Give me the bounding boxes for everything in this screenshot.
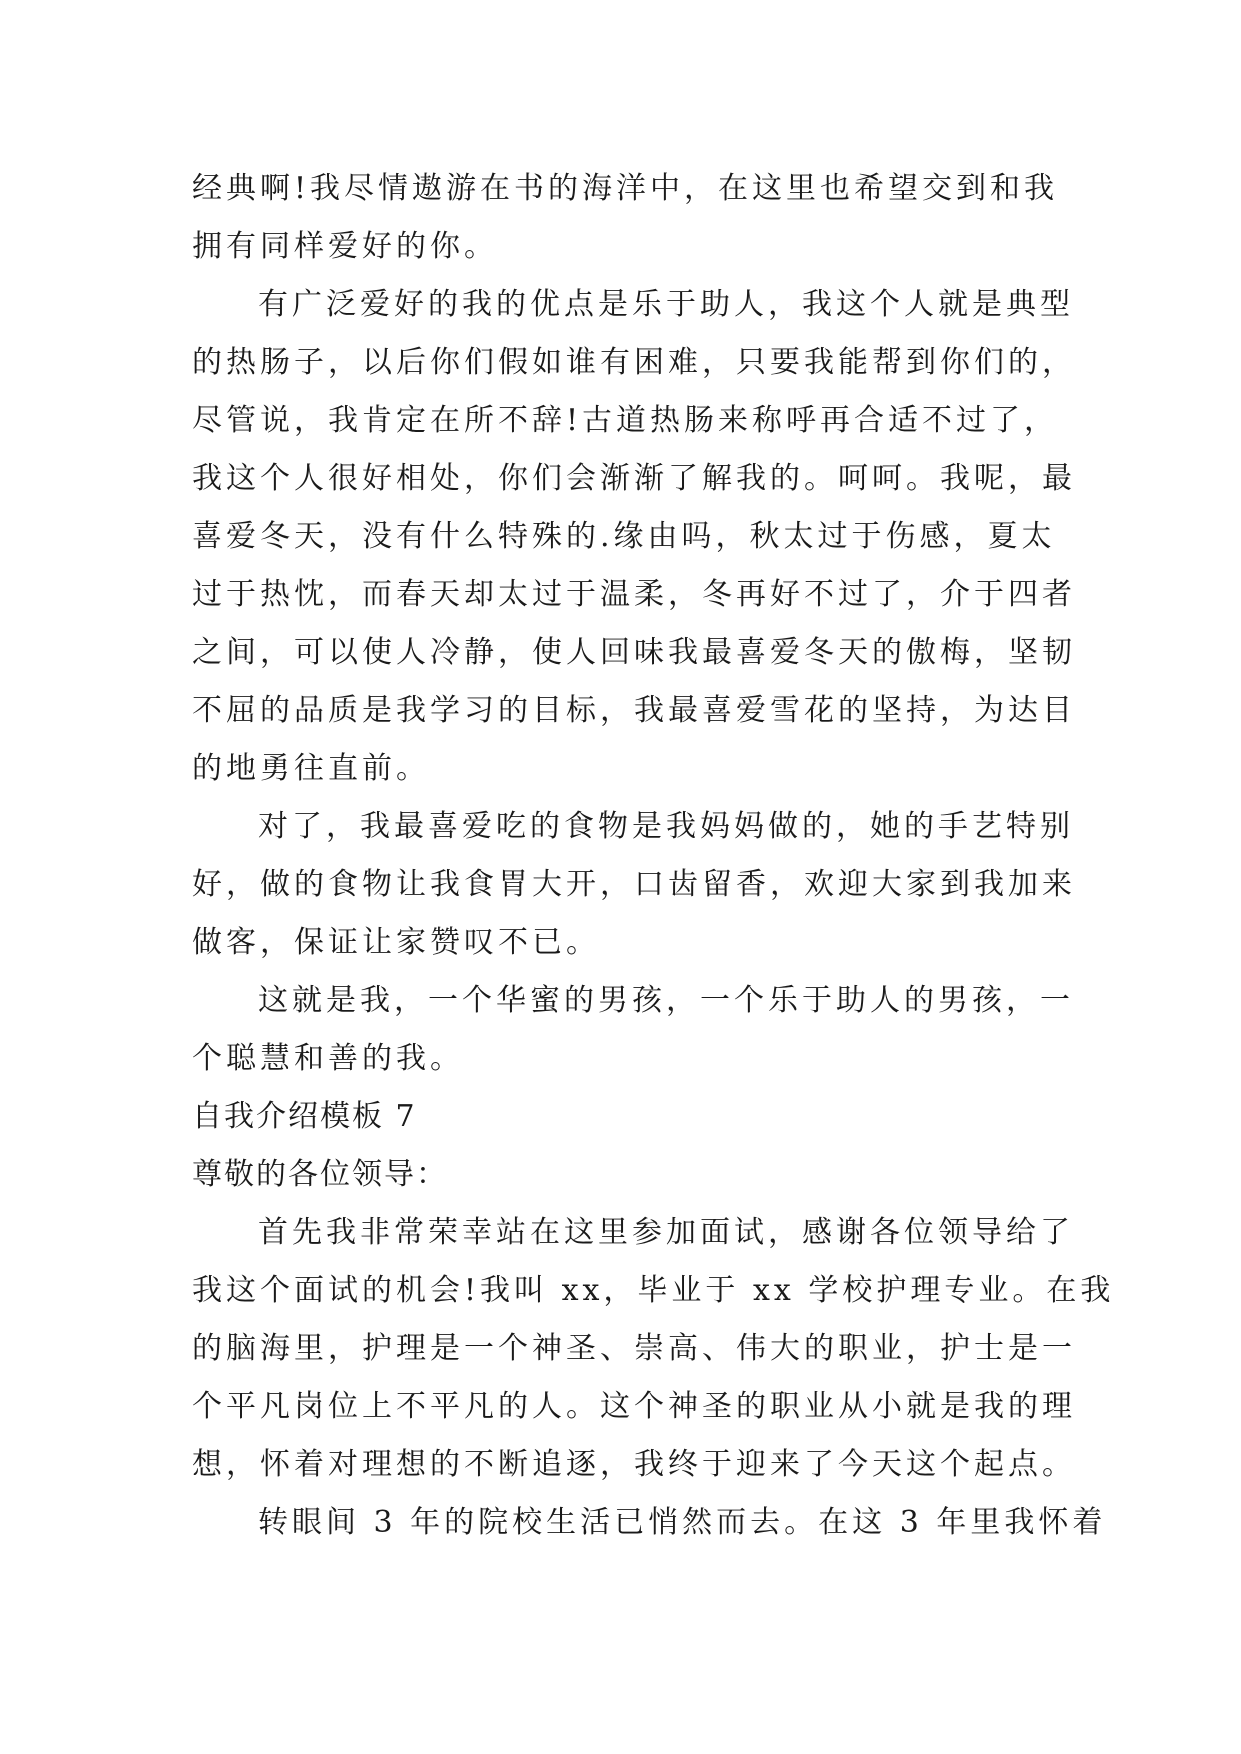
text-line: 的地勇往直前。 xyxy=(192,751,430,786)
text-line: 尽管说，我肯定在所不辞!古道热肠来称呼再合适不过了， xyxy=(192,403,1059,438)
text-line: 个聪慧和善的我。 xyxy=(192,1041,464,1076)
salutation: 尊敬的各位领导： xyxy=(192,1157,448,1192)
text-line: 个平凡岗位上不平凡的人。这个神圣的职业从小就是我的理 xyxy=(192,1389,1076,1424)
text-line: 喜爱冬天，没有什么特殊的.缘由吗，秋太过于伤感，夏太 xyxy=(192,519,1056,554)
section-heading: 自我介绍模板 7 xyxy=(192,1099,417,1134)
paragraph-first-line: 这就是我，一个华蜜的男孩，一个乐于助人的男孩，一 xyxy=(258,983,1074,1018)
paragraph-first-line: 转眼间 3 年的院校生活已悄然而去。在这 3 年里我怀着 xyxy=(258,1505,1107,1540)
text-line: 我这个人很好相处，你们会渐渐了解我的。呵呵。我呢，最 xyxy=(192,461,1076,496)
paragraph-first-line: 首先我非常荣幸站在这里参加面试，感谢各位领导给了 xyxy=(258,1215,1074,1250)
text-line: 做客，保证让家赞叹不已。 xyxy=(192,925,600,960)
text-line: 之间，可以使人冷静，使人回味我最喜爱冬天的傲梅，坚韧 xyxy=(192,635,1076,670)
text-line: 的脑海里，护理是一个神圣、崇高、伟大的职业，护士是一 xyxy=(192,1331,1076,1366)
text-line: 想，怀着对理想的不断追逐，我终于迎来了今天这个起点。 xyxy=(192,1447,1076,1482)
text-line: 不屈的品质是我学习的目标，我最喜爱雪花的坚持，为达目 xyxy=(192,693,1076,728)
text-line: 经典啊!我尽情遨游在书的海洋中，在这里也希望交到和我 xyxy=(192,171,1059,206)
text-line: 的热肠子，以后你们假如谁有困难，只要我能帮到你们的， xyxy=(192,345,1076,380)
paragraph-first-line: 对了，我最喜爱吃的食物是我妈妈做的，她的手艺特别 xyxy=(258,809,1074,844)
text-line: 我这个面试的机会!我叫 xx，毕业于 xx 学校护理专业。在我 xyxy=(192,1273,1115,1308)
document-body xyxy=(192,160,1115,1552)
text-line: 过于热忱，而春天却太过于温柔，冬再好不过了，介于四者 xyxy=(192,577,1076,612)
paragraph-first-line: 有广泛爱好的我的优点是乐于助人，我这个人就是典型 xyxy=(258,287,1074,322)
text-line: 好，做的食物让我食胃大开，口齿留香，欢迎大家到我加来 xyxy=(192,867,1076,902)
text-line: 拥有同样爱好的你。 xyxy=(192,229,498,264)
